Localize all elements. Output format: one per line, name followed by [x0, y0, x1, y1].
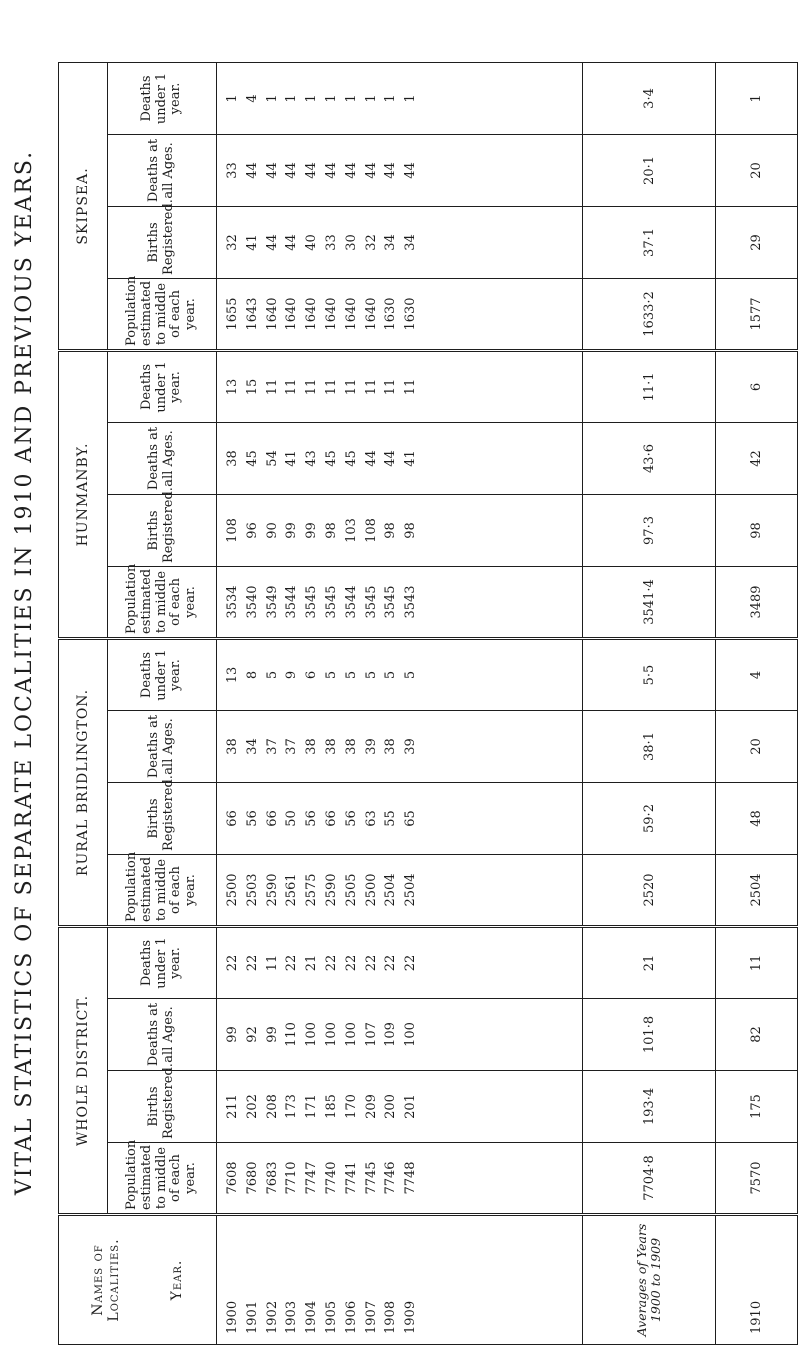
- table-cell: 100: [304, 1022, 320, 1047]
- table-cell: 5: [264, 670, 280, 680]
- bridlington-infant-deaths-values: [217, 638, 583, 710]
- table-cell: 22: [383, 954, 399, 972]
- page-title: VITAL STATISTICS OF SEPARATE LOCALITIES IN 1910 AND PREVIOUS YEARS.: [12, 149, 38, 1196]
- table-cell: 5: [343, 670, 359, 680]
- hunmanby-infant-deaths-1910: 6: [716, 350, 798, 422]
- table-cell: 2504: [403, 873, 419, 907]
- table-cell: 1: [264, 94, 280, 103]
- table-cell: 44: [363, 450, 379, 467]
- table-cell: 200: [383, 1094, 399, 1119]
- bridlington-deaths-average: 38·1: [582, 711, 716, 783]
- col-head-births: Births Registered.: [108, 1071, 217, 1143]
- skipsea-infant-deaths-1910: 1: [716, 62, 798, 134]
- whole-population-values: [217, 1143, 583, 1215]
- skipsea-deaths-values: [217, 134, 583, 206]
- skipsea-infant-deaths-average: 3·4: [582, 62, 716, 134]
- col-head-births: Births Registered.: [108, 206, 217, 278]
- col-head-population: Population estimated to middle of each year.: [108, 278, 217, 350]
- table-cell: 1: [284, 94, 300, 103]
- table-cell: 56: [244, 810, 260, 827]
- col-head-population: Population estimated to middle of each year.: [108, 855, 217, 927]
- table-cell: 7740: [323, 1161, 339, 1195]
- col-head-births: Births Registered.: [108, 783, 217, 855]
- col-head-births: Births Registered.: [108, 494, 217, 566]
- table-cell: 34: [383, 234, 399, 251]
- year-label: 1900: [225, 1300, 240, 1334]
- table-cell: 2500: [363, 873, 379, 907]
- table-cell: 13: [225, 378, 240, 396]
- table-cell: 21: [304, 954, 320, 972]
- hunmanby-births-average: 97·3: [582, 494, 716, 566]
- table-cell: 45: [244, 450, 260, 467]
- table-cell: 7680: [244, 1161, 260, 1195]
- year-label: 1904: [304, 1300, 320, 1334]
- table-cell: 3544: [284, 585, 300, 619]
- table-cell: 1655: [225, 297, 240, 331]
- table-cell: 3545: [304, 585, 320, 619]
- whole-births-values: [217, 1071, 583, 1143]
- year-label: 1907: [363, 1300, 379, 1334]
- table-cell: 109: [383, 1022, 399, 1047]
- table-cell: 3543: [403, 585, 419, 619]
- skipsea-population-1910: 1577: [716, 278, 798, 350]
- table-cell: 55: [383, 810, 399, 827]
- table-cell: 209: [363, 1094, 379, 1119]
- col-head-deaths: Deaths at all Ages.: [108, 422, 217, 494]
- table-cell: 99: [264, 1026, 280, 1043]
- table-cell: 108: [363, 518, 379, 543]
- table-cell: 1640: [343, 297, 359, 331]
- table-cell: 38: [323, 738, 339, 755]
- table-cell: 38: [383, 738, 399, 755]
- table-cell: 98: [403, 522, 419, 539]
- bridlington-births-values: [217, 783, 583, 855]
- year-label: 1906: [343, 1300, 359, 1334]
- year-label: 1909: [403, 1300, 419, 1334]
- table-cell: 3545: [383, 585, 399, 619]
- table-cell: 22: [403, 954, 419, 972]
- table-cell: 13: [225, 666, 240, 684]
- table-cell: 1640: [323, 297, 339, 331]
- table-cell: 44: [383, 450, 399, 467]
- corner-header-localities: Names of Localities.: [90, 1238, 123, 1322]
- table-cell: 1: [323, 94, 339, 103]
- table-cell: 7683: [264, 1161, 280, 1195]
- table-cell: 202: [244, 1094, 260, 1119]
- table-cell: 66: [323, 810, 339, 827]
- table-cell: 3534: [225, 585, 240, 619]
- table-cell: 45: [323, 450, 339, 467]
- table-cell: 2590: [264, 873, 280, 907]
- col-head-infant-deaths: Deaths under 1 year.: [108, 927, 217, 999]
- table-cell: 107: [363, 1022, 379, 1047]
- hunmanby-deaths-average: 43·6: [582, 422, 716, 494]
- table-cell: 3540: [244, 585, 260, 619]
- table-cell: 22: [284, 954, 300, 972]
- table-cell: 7710: [284, 1161, 300, 1195]
- table-cell: 41: [403, 450, 419, 467]
- table-cell: 1: [225, 94, 240, 103]
- table-cell: 103: [343, 518, 359, 543]
- table-cell: 2505: [343, 873, 359, 907]
- table-cell: 39: [363, 738, 379, 755]
- whole-infant-deaths-values: [217, 927, 583, 999]
- table-cell: 7747: [304, 1161, 320, 1195]
- table-cell: 44: [343, 162, 359, 179]
- table-cell: 1640: [363, 297, 379, 331]
- table-cell: 11: [264, 954, 280, 972]
- table-cell: 98: [323, 522, 339, 539]
- year-list: [217, 1215, 583, 1345]
- table-cell: 11: [264, 378, 280, 396]
- table-cell: 3545: [363, 585, 379, 619]
- table-cell: 2500: [225, 873, 240, 907]
- table-cell: 7741: [343, 1161, 359, 1195]
- table-cell: 44: [304, 162, 320, 179]
- col-head-population: Population estimated to middle of each year.: [108, 1143, 217, 1215]
- table-cell: 96: [244, 522, 260, 539]
- table-cell: 32: [363, 234, 379, 251]
- table-cell: 56: [343, 810, 359, 827]
- table-cell: 50: [284, 810, 300, 827]
- table-cell: 44: [264, 234, 280, 251]
- page-title-strip: [0, 0, 50, 1345]
- bridlington-births-average: 59·2: [582, 783, 716, 855]
- whole-infant-deaths-average: 21: [582, 927, 716, 999]
- hunmanby-population-values: [217, 566, 583, 638]
- table-cell: 170: [343, 1094, 359, 1119]
- table-cell: 2503: [244, 873, 260, 907]
- table-cell: 11: [363, 378, 379, 396]
- table-cell: 7748: [403, 1161, 419, 1195]
- table-cell: 37: [284, 738, 300, 755]
- table-cell: 43: [304, 450, 320, 467]
- table-cell: 208: [264, 1094, 280, 1119]
- skipsea-population-values: [217, 278, 583, 350]
- table-cell: 33: [225, 162, 240, 179]
- table-cell: 39: [403, 738, 419, 755]
- hunmanby-deaths-1910: 42: [716, 422, 798, 494]
- table-cell: 11: [343, 378, 359, 396]
- table-cell: 211: [225, 1094, 240, 1119]
- statistics-table-rotated: [58, 63, 798, 1345]
- table-cell: 100: [323, 1022, 339, 1047]
- table-cell: 92: [244, 1026, 260, 1043]
- hunmanby-infant-deaths-values: [217, 350, 583, 422]
- year-label: 1901: [244, 1300, 260, 1334]
- whole-births-1910: 175: [716, 1071, 798, 1143]
- whole-births-average: 193·4: [582, 1071, 716, 1143]
- bridlington-population-values: [217, 855, 583, 927]
- table-cell: 65: [403, 810, 419, 827]
- table-cell: 38: [343, 738, 359, 755]
- table-cell: 1: [383, 94, 399, 103]
- year-label: 1905: [323, 1300, 339, 1334]
- table-cell: 171: [304, 1094, 320, 1119]
- table-cell: 22: [363, 954, 379, 972]
- skipsea-births-values: [217, 206, 583, 278]
- table-cell: 11: [284, 378, 300, 396]
- table-cell: 37: [264, 738, 280, 755]
- hunmanby-population-average: 3541·4: [582, 566, 716, 638]
- table-cell: 11: [403, 378, 419, 396]
- table-cell: 63: [363, 810, 379, 827]
- bridlington-deaths-1910: 20: [716, 711, 798, 783]
- bridlington-deaths-values: [217, 711, 583, 783]
- table-cell: 44: [323, 162, 339, 179]
- table-cell: 9: [284, 670, 300, 680]
- table-cell: 22: [244, 954, 260, 972]
- table-cell: 33: [323, 234, 339, 251]
- table-cell: 99: [225, 1026, 240, 1043]
- table-cell: 22: [343, 954, 359, 972]
- table-cell: 44: [264, 162, 280, 179]
- table-cell: 1643: [244, 297, 260, 331]
- table-cell: 2575: [304, 873, 320, 907]
- whole-deaths-values: [217, 999, 583, 1071]
- table-cell: 44: [284, 162, 300, 179]
- col-head-infant-deaths: Deaths under 1 year.: [108, 62, 217, 134]
- bridlington-infant-deaths-average: 5·5: [582, 638, 716, 710]
- skipsea-deaths-average: 20·1: [582, 134, 716, 206]
- hunmanby-births-1910: 98: [716, 494, 798, 566]
- skipsea-births-average: 37·1: [582, 206, 716, 278]
- table-cell: 41: [284, 450, 300, 467]
- table-cell: 11: [383, 378, 399, 396]
- vital-statistics-table: [58, 62, 798, 1345]
- whole-population-1910: 7570: [716, 1143, 798, 1215]
- skipsea-infant-deaths-values: [217, 62, 583, 134]
- table-cell: 185: [323, 1094, 339, 1119]
- bridlington-population-average: 2520: [582, 855, 716, 927]
- table-cell: 3544: [343, 585, 359, 619]
- table-cell: 40: [304, 234, 320, 251]
- table-cell: 2561: [284, 873, 300, 907]
- table-cell: 44: [363, 162, 379, 179]
- table-cell: 1630: [403, 297, 419, 331]
- col-head-deaths: Deaths at all Ages.: [108, 711, 217, 783]
- whole-infant-deaths-1910: 11: [716, 927, 798, 999]
- table-cell: 32: [225, 234, 240, 251]
- col-head-population: Population estimated to middle of each year.: [108, 566, 217, 638]
- year-label: 1902: [264, 1300, 280, 1334]
- table-cell: 5: [323, 670, 339, 680]
- table-cell: 2504: [383, 873, 399, 907]
- table-cell: 1640: [304, 297, 320, 331]
- col-head-infant-deaths: Deaths under 1 year.: [108, 638, 217, 710]
- table-cell: 6: [304, 670, 320, 680]
- table-cell: 7608: [225, 1161, 240, 1195]
- table-cell: 100: [403, 1022, 419, 1047]
- table-cell: 90: [264, 522, 280, 539]
- table-cell: 110: [284, 1022, 300, 1047]
- table-cell: 38: [304, 738, 320, 755]
- hunmanby-population-1910: 3489: [716, 566, 798, 638]
- table-cell: 99: [284, 522, 300, 539]
- skipsea-population-average: 1633·2: [582, 278, 716, 350]
- hunmanby-births-values: [217, 494, 583, 566]
- col-head-deaths: Deaths at all Ages.: [108, 134, 217, 206]
- year-label: 1908: [383, 1300, 399, 1334]
- table-cell: 1: [403, 94, 419, 103]
- bridlington-infant-deaths-1910: 4: [716, 638, 798, 710]
- table-cell: 5: [363, 670, 379, 680]
- table-cell: 38: [225, 738, 240, 755]
- hunmanby-deaths-values: [217, 422, 583, 494]
- table-cell: 38: [225, 450, 240, 467]
- table-cell: 44: [284, 234, 300, 251]
- table-cell: 5: [383, 670, 399, 680]
- table-cell: 4: [244, 94, 260, 103]
- table-cell: 1: [304, 94, 320, 103]
- table-cell: 201: [403, 1094, 419, 1119]
- whole-population-average: 7704·8: [582, 1143, 716, 1215]
- bridlington-population-1910: 2504: [716, 855, 798, 927]
- table-cell: 15: [244, 378, 260, 396]
- table-cell: 8: [244, 670, 260, 680]
- averages-label: Averages of Years 1900 to 1909: [582, 1215, 716, 1345]
- district-skipsea: SKIPSEA.: [59, 62, 108, 350]
- table-cell: 2590: [323, 873, 339, 907]
- table-cell: 1640: [264, 297, 280, 331]
- district-whole: WHOLE DISTRICT.: [59, 927, 108, 1215]
- district-rural-bridlington: RURAL BRIDLINGTON.: [59, 638, 108, 926]
- district-hunmanby: HUNMANBY.: [59, 350, 108, 638]
- table-cell: 22: [323, 954, 339, 972]
- table-cell: 1: [363, 94, 379, 103]
- table-cell: 34: [403, 234, 419, 251]
- table-cell: 54: [264, 450, 280, 467]
- table-cell: 66: [225, 810, 240, 827]
- table-cell: 34: [244, 738, 260, 755]
- table-cell: 30: [343, 234, 359, 251]
- table-cell: 1: [343, 94, 359, 103]
- bridlington-births-1910: 48: [716, 783, 798, 855]
- table-cell: 22: [225, 954, 240, 972]
- skipsea-births-1910: 29: [716, 206, 798, 278]
- table-cell: 11: [323, 378, 339, 396]
- col-head-deaths: Deaths at all Ages.: [108, 999, 217, 1071]
- table-cell: 44: [244, 162, 260, 179]
- final-year-label: 1910: [716, 1215, 798, 1345]
- table-cell: 7745: [363, 1161, 379, 1195]
- whole-deaths-1910: 82: [716, 999, 798, 1071]
- table-cell: 98: [383, 522, 399, 539]
- hunmanby-infant-deaths-average: 11·1: [582, 350, 716, 422]
- skipsea-deaths-1910: 20: [716, 134, 798, 206]
- year-label: 1903: [284, 1300, 300, 1334]
- table-cell: 41: [244, 234, 260, 251]
- table-cell: 44: [383, 162, 399, 179]
- corner-header: [59, 1215, 217, 1345]
- table-cell: 45: [343, 450, 359, 467]
- corner-header-year: Year.: [168, 1259, 185, 1301]
- table-cell: 1640: [284, 297, 300, 331]
- table-cell: 1630: [383, 297, 399, 331]
- whole-deaths-average: 101·8: [582, 999, 716, 1071]
- table-cell: 5: [403, 670, 419, 680]
- table-cell: 56: [304, 810, 320, 827]
- col-head-infant-deaths: Deaths under 1 year.: [108, 350, 217, 422]
- table-cell: 11: [304, 378, 320, 396]
- table-cell: 173: [284, 1094, 300, 1119]
- table-cell: 108: [225, 518, 240, 543]
- table-cell: 66: [264, 810, 280, 827]
- table-cell: 7746: [383, 1161, 399, 1195]
- table-cell: 99: [304, 522, 320, 539]
- table-cell: 100: [343, 1022, 359, 1047]
- table-cell: 3549: [264, 585, 280, 619]
- table-cell: 44: [403, 162, 419, 179]
- table-cell: 3545: [323, 585, 339, 619]
